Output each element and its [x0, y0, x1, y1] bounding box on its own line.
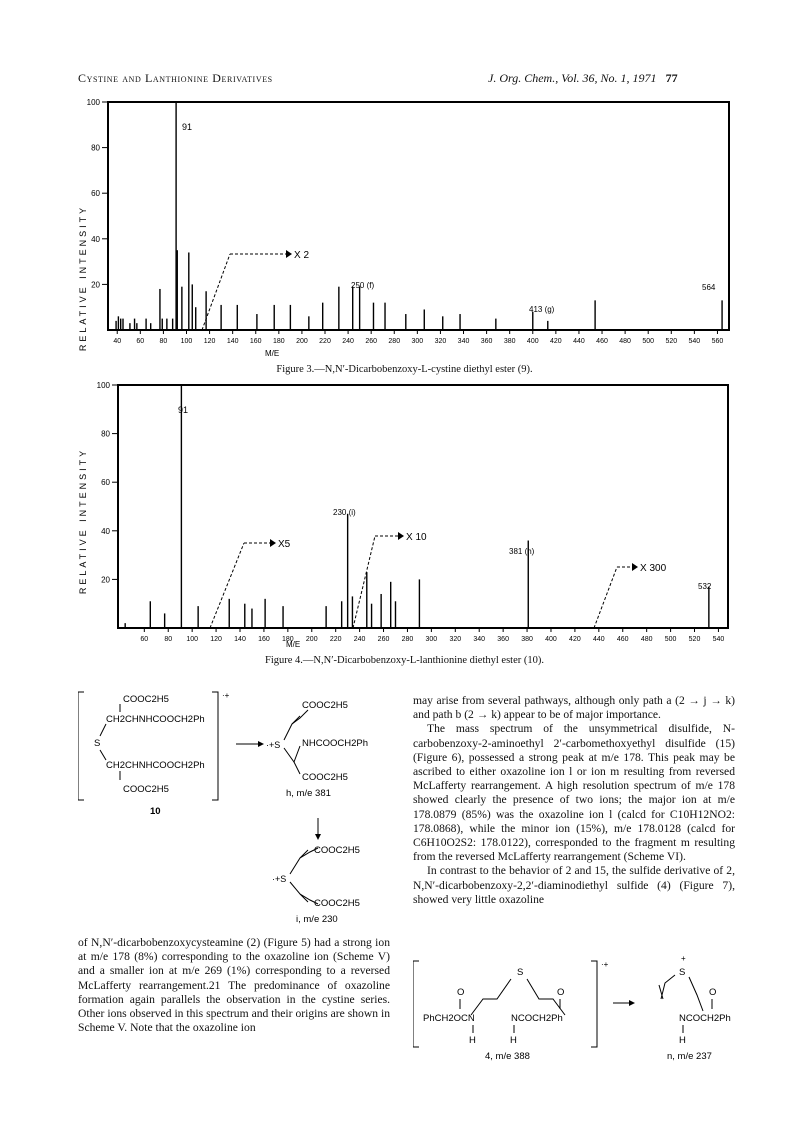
figure-3-x-tick-label: 540: [688, 338, 701, 345]
figure-3-x-tick-label: 200: [296, 338, 308, 345]
ion-i-ester-bottom: COOC2H5: [314, 898, 360, 909]
compound-10-bond-3: [100, 750, 106, 760]
figure-3-magnify-label: X 2: [294, 250, 310, 261]
svg-text:RELATIVE INTENSITY: RELATIVE INTENSITY: [78, 204, 88, 352]
figure-4-x-tick-label: 60: [140, 636, 149, 643]
ion-i-label: i, m/e 230: [296, 914, 338, 925]
right-column-paragraph-2: The mass spectrum of the unsymmetrical disulfide, N-carbobenzoxy-2-aminoethyl 2′-carbomethoxyethyl disulfide (15) (Figure 6), possessed a strong peak at m/e 178. This peak may be ascribed to either oxazoline ion l or ion m resulting from reversed McLafferty rearrangement. A high resolution spectrum of m/e 178 showed clearly the presence of two ions; the major ion at m/e 178.0879 (85%) was the oxazoline ion l (calcd for C10H12NO2: 178.0868), while the minor ion (15%), m/e 178.0128 (calcd for C6H10O2S2: 178.0122), corresponded to the fragment m resulting from the reversed McLafferty rearrangement (Scheme VI).: [413, 722, 735, 864]
figure-4-bars: [125, 385, 709, 628]
figure-4-x-tick-label: 540: [712, 636, 725, 643]
compound-10-chain-top: CH2CHNHCOOCH2Ph: [106, 714, 205, 725]
compound-4-right-carbamate: NCOCH2Ph: [511, 1013, 563, 1024]
arrowhead-10-to-h: [258, 741, 264, 747]
figure-3-x-tick-label: 500: [642, 338, 655, 345]
figure-4-x-tick-label: 320: [449, 636, 462, 643]
arrowhead-h-to-i: [315, 834, 321, 840]
figure-3-y-tick-label: 40: [91, 234, 100, 244]
figure-4-x-tick-label: 360: [497, 636, 509, 643]
ion-h-upper-chain: [284, 710, 308, 740]
ion-h-lower-chain: [284, 746, 300, 762]
figure-4-x-tick-label: 520: [688, 636, 701, 643]
ion-i-sulfur: ·+S: [272, 874, 287, 884]
figure-3-x-tick-label: 260: [365, 338, 378, 345]
figure-3-frame: [108, 102, 729, 330]
compound-4-left-h: H: [469, 1035, 476, 1046]
figure-4-x-tick-label: 140: [234, 636, 246, 643]
compound-10-sulfur: S: [94, 738, 101, 749]
figure-4-x-tick-label: 160: [258, 636, 270, 643]
figure-4-peak-381: 381 (h): [509, 547, 535, 556]
figure-4-frame: [118, 385, 728, 628]
right-column-paragraph-1: may arise from several pathways, although only path a (2 → j → k) and path b (2 → k) appear to be of major importance.: [413, 694, 735, 722]
figure-4-magnify-x5: X5: [278, 539, 291, 550]
figure-4-scale-line-3: [594, 567, 617, 628]
figure-4-xlabel: M/E: [286, 640, 301, 649]
compound-4-sulfur: S: [517, 967, 524, 978]
svg-text:RELATIVE INTENSITY: RELATIVE INTENSITY: [78, 447, 88, 595]
figure-4-x-tick-label: 120: [210, 636, 222, 643]
figure-3-arrowhead: [286, 250, 292, 258]
figure-3-peak-91: 91: [182, 122, 193, 132]
figure-4-x-tick-label: 200: [305, 636, 318, 643]
compound-4-scheme: [413, 955, 743, 1073]
figure-3-x-tick-label: 180: [272, 338, 285, 345]
figure-4-y-tick-label: 20: [101, 575, 110, 585]
right-column-text: [413, 694, 735, 907]
figure-3-x-ticks: [113, 330, 723, 345]
figure-4-arrowhead-1: [270, 539, 276, 547]
figure-4-ylabel: [78, 448, 88, 594]
ion-n-plus: +: [681, 955, 686, 963]
figure-4-x-tick-label: 500: [664, 636, 677, 643]
figure-4-y-tick-label: 100: [96, 381, 110, 390]
figure-4-caption: Figure 4.—N,N′-Dicarbobenzoxy-L-lanthionine diethyl ester (10).: [264, 655, 544, 666]
figure-3-y-tick-label: 60: [91, 189, 100, 199]
figure-4-x-tick-label: 80: [164, 636, 173, 643]
figure-4-x-tick-label: 460: [616, 636, 629, 643]
figure-3-x-tick-label: 560: [711, 338, 724, 345]
compound-10-ester-bottom: COOC2H5: [123, 784, 169, 795]
compound-10-ester-top: COOC2H5: [123, 694, 169, 705]
figure-4-peak-91: 91: [178, 405, 189, 415]
ion-n-left-chain: [661, 975, 675, 999]
compound-4-left-oxygen: O: [457, 987, 465, 998]
figure-4-y-tick-label: 80: [101, 429, 110, 439]
figure-4-x-tick-label: 400: [545, 636, 557, 643]
figure-3-x-tick-label: 460: [596, 338, 608, 345]
figure-4-magnify-x300: X 300: [640, 563, 667, 574]
figure-3-x-tick-label: 240: [342, 338, 354, 345]
compound-4-right-bracket: [591, 961, 597, 1047]
left-column-text: [78, 936, 390, 1035]
figure-4-x-tick-label: 300: [425, 636, 438, 643]
figure-4-arrowhead-2: [398, 532, 404, 540]
figure-3-peak-250: 250 (f): [351, 281, 375, 290]
journal-citation: J. Org. Chem., Vol. 36, No. 1, 1971: [488, 71, 657, 85]
ion-n-h: H: [679, 1035, 686, 1046]
figure-3-y-tick-label: 100: [86, 98, 100, 107]
figure-3-x-tick-label: 120: [203, 338, 216, 345]
figure-4-x-tick-label: 220: [329, 636, 342, 643]
figure-3-ylabel: [78, 205, 88, 351]
compound-4-right-oxygen: O: [557, 987, 565, 998]
compound-4-charge: ·+: [601, 960, 609, 969]
compound-4-left-chain: [471, 979, 511, 1015]
figure-4-peak-532: 532: [698, 582, 712, 591]
ion-h-double-bond: [292, 716, 300, 724]
figure-3-x-tick-label: 480: [619, 338, 631, 345]
figure-4-x-ticks: [140, 628, 724, 643]
figure-4-x-tick-label: 240: [353, 636, 366, 643]
figure-3-x-tick-label: 60: [136, 338, 145, 345]
figure-4-peak-230: 230 (i): [333, 508, 356, 517]
running-head-journal: [488, 71, 678, 86]
figure-4-x-tick-label: 380: [521, 636, 533, 643]
ion-n-right-chain: [689, 977, 703, 1011]
figure-3-y-tick-label: 80: [91, 143, 100, 153]
figure-3-x-tick-label: 420: [550, 338, 562, 345]
ion-n-sulfur: S: [679, 967, 686, 978]
compound-10-charge: ·+: [222, 691, 230, 700]
figure-4-x-tick-label: 260: [377, 636, 390, 643]
compound-10-label: 10: [150, 806, 161, 817]
ion-h-ester-top: COOC2H5: [302, 700, 348, 711]
ion-h-bond-bottom: [294, 762, 300, 774]
figure-3-x-tick-label: 140: [226, 338, 239, 345]
figure-3-x-tick-label: 220: [319, 338, 331, 345]
figure-4-x-tick-label: 180: [281, 636, 294, 643]
right-column-paragraph-3: In contrast to the behavior of 2 and 15, the sulfide derivative of 2, N,N′-dicarbobenzoxy-2,2′-diaminodiethyl sulfide (4) (Figure 7), showed very little oxazoline: [413, 864, 735, 906]
compound-10-right-bracket: [212, 692, 218, 800]
figure-3-x-tick-label: 440: [573, 338, 585, 345]
figure-4-x-tick-label: 100: [186, 636, 199, 643]
figure-4-x-tick-label: 420: [569, 636, 581, 643]
figure-3-caption: Figure 3.—N,N′-Dicarbobenzoxy-L-cystine diethyl ester (9).: [276, 364, 533, 375]
compound-4-right-h: H: [510, 1035, 517, 1046]
figure-3-x-tick-label: 280: [388, 338, 401, 345]
figure-4-magnify-x10: X 10: [406, 532, 427, 543]
page-number: 77: [665, 71, 678, 85]
figure-3-x-tick-label: 340: [457, 338, 470, 345]
arrowhead-4-to-n: [629, 1000, 635, 1006]
figure-3-chart: [60, 98, 750, 360]
figure-3-x-tick-label: 360: [480, 338, 493, 345]
ion-h-carbamate: NHCOOCH2Ph: [302, 738, 368, 749]
figure-3-peak-413: 413 (g): [529, 305, 555, 314]
figure-3-x-tick-label: 300: [411, 338, 424, 345]
figure-3-x-tick-label: 520: [665, 338, 678, 345]
figure-3-x-tick-label: 40: [113, 338, 122, 345]
compound-10-bond-2: [100, 724, 106, 736]
figure-3-y-ticks: [87, 98, 108, 289]
figure-3-peak-564: 564: [702, 283, 716, 292]
ion-n-label: n, m/e 237: [667, 1051, 712, 1062]
figure-3-xlabel: M/E: [265, 349, 280, 358]
figure-4-x-tick-label: 440: [592, 636, 605, 643]
compound-4-label: 4, m/e 388: [485, 1051, 530, 1062]
left-column-paragraph: of N,N′-dicarbobenzoxycysteamine (2) (Figure 5) had a strong ion at m/e 178 (8%) corresponding to the oxazoline ion (Scheme V) and a smaller ion at m/e 269 (1%) corresponding to a reversed McLafferty rearrangement.21 The predominance of oxazoline formation again parallels the observation in the cystine series. Other ions observed in this spectrum and their origins are shown in Scheme V. Note that the oxazoline ion: [78, 936, 390, 1035]
running-head-title: Cystine and Lanthionine Derivatives: [78, 71, 273, 85]
figure-4-x-tick-label: 280: [401, 636, 414, 643]
figure-4-y-tick-label: 40: [101, 526, 110, 536]
figure-3-x-tick-label: 100: [180, 338, 193, 345]
ion-h-label: h, m/e 381: [286, 788, 331, 799]
compound-4-left-bracket: [413, 961, 419, 1047]
figure-3-bars: [116, 102, 722, 330]
figure-4-scale-line-1: [210, 543, 244, 628]
compound-10-chain-bottom: CH2CHNHCOOCH2Ph: [106, 760, 205, 771]
ion-h-ester-bottom: COOC2H5: [302, 772, 348, 783]
fragmentation-scheme: [78, 688, 396, 928]
figure-3-x-tick-label: 400: [526, 338, 539, 345]
figure-3-x-tick-label: 320: [434, 338, 447, 345]
figure-4-arrowhead-3: [632, 563, 638, 571]
compound-10-left-bracket: [78, 692, 84, 800]
compound-4-left-carbamate: PhCH2OCN: [423, 1013, 475, 1024]
figure-4-chart: [60, 381, 750, 649]
figure-4-x-tick-label: 340: [473, 636, 486, 643]
figure-3-y-tick-label: 20: [91, 280, 100, 290]
figure-3-x-tick-label: 160: [249, 338, 262, 345]
figure-3-x-tick-label: 80: [159, 338, 168, 345]
ion-n-carbamate: NCOCH2Ph: [679, 1013, 731, 1024]
ion-i-ester-top: COOC2H5: [314, 845, 360, 856]
figure-4-x-tick-label: 480: [640, 636, 653, 643]
figure-3-x-tick-label: 380: [503, 338, 516, 345]
ion-h-sulfur: ·+S: [266, 740, 281, 750]
figure-4-y-ticks: [97, 381, 118, 584]
ion-n-oxygen: O: [709, 987, 717, 998]
figure-4-y-tick-label: 60: [101, 478, 110, 488]
